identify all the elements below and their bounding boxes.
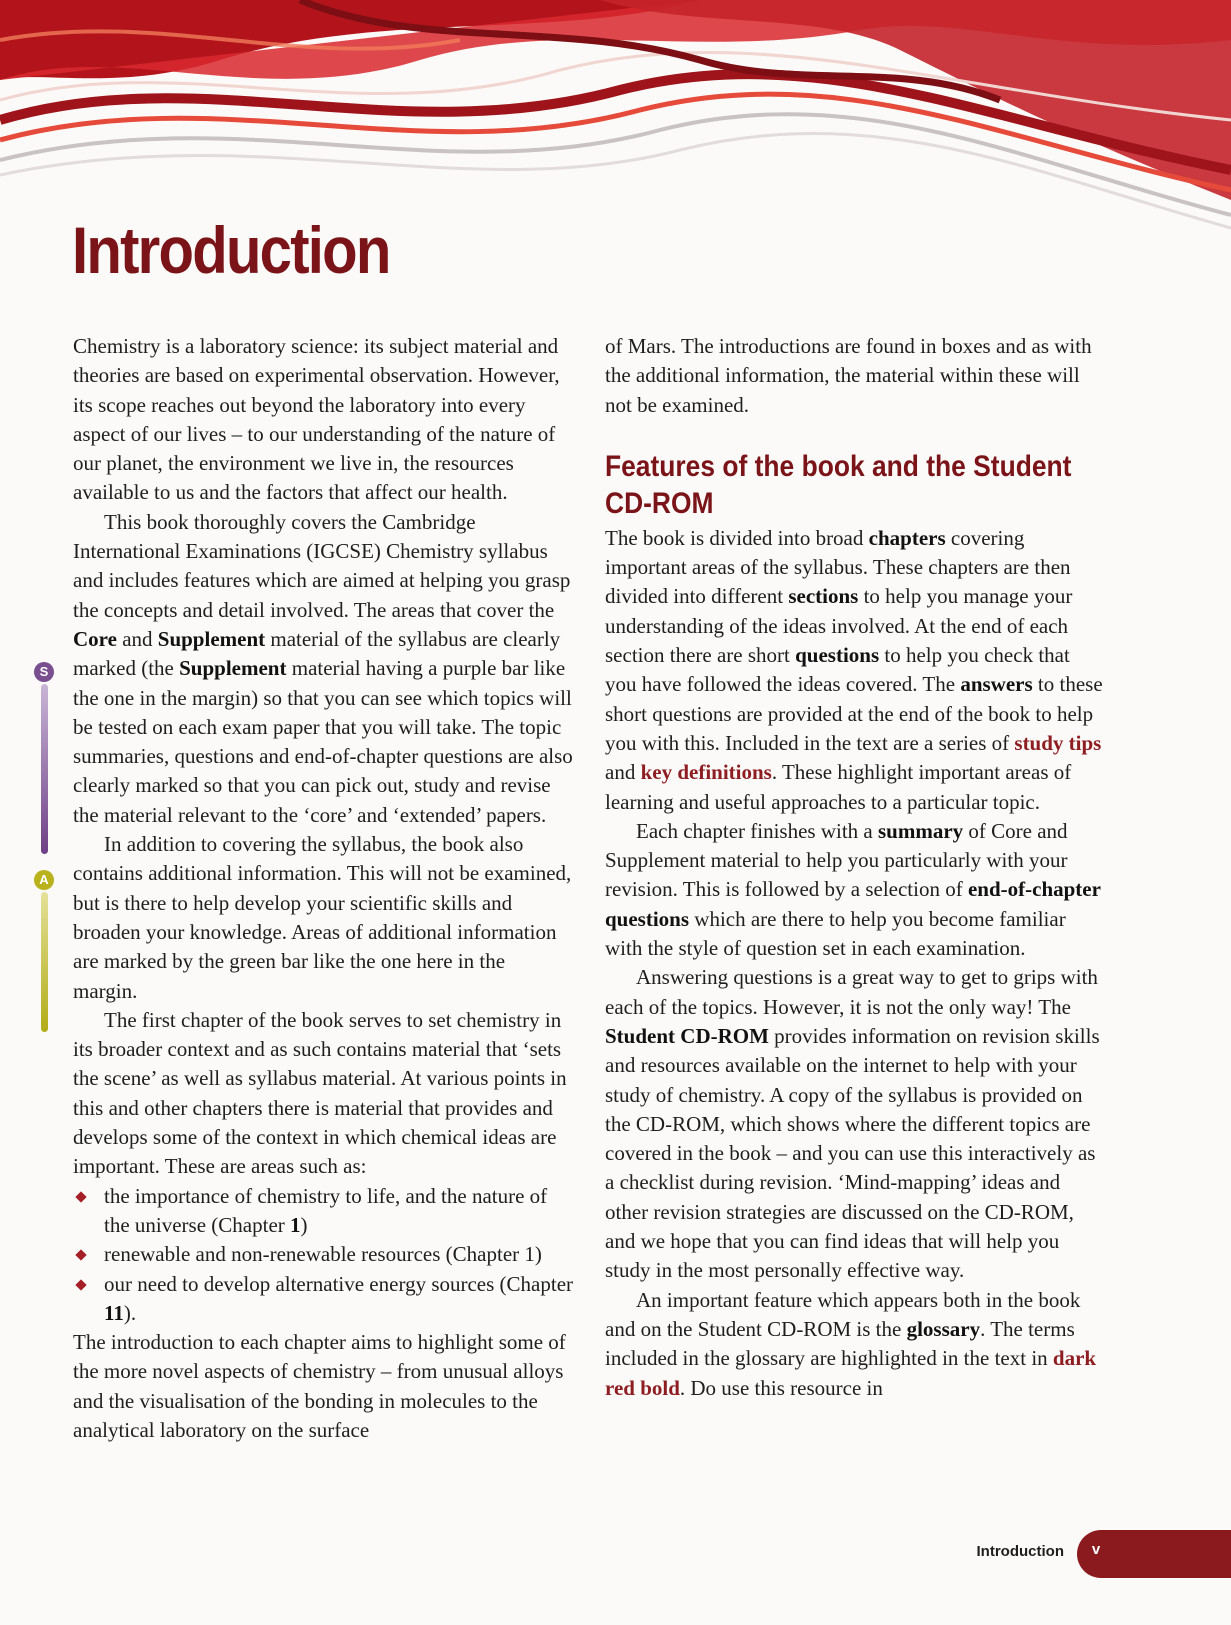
term-core: Core — [73, 626, 117, 651]
text-run: and — [605, 760, 641, 785]
term-study-tips: study tips — [1014, 730, 1102, 755]
text-run: our need to develop alternative energy sources (Chapter — [104, 1271, 574, 1296]
diamond-bullet-icon — [75, 1250, 86, 1261]
term-key-definitions: key definitions — [640, 760, 772, 785]
text-run: material of the syllabus are clearly marked (the — [73, 626, 561, 681]
syllabus-paragraph — [73, 508, 573, 830]
intro-paragraph: Chemistry is a laboratory science: its subject material and theories are based on experimental observation. However, its scope reaches out beyond the laboratory into every aspect of our lives – to our understanding of the nature of our planet, the environment we live in, the resources available to us and the factors that affect our health. — [73, 334, 560, 505]
chapters-paragraph — [605, 524, 1105, 817]
term-end-of-chapter-questions: end-of-chapter questions — [605, 877, 1101, 931]
term-supplement: Supplement — [157, 626, 266, 651]
continued-paragraph: of Mars. The introductions are found in boxes and as with the additional information, the material within these will not be examined. — [605, 334, 1092, 417]
text-run: This book thoroughly covers the Cambridge International Examinations (IGCSE) Chemistry syllabus and includes features which are aimed at helping you grasp the concepts and detail involved. The areas that cover the — [73, 509, 571, 622]
text-run: material having a purple bar like the one in the margin) so that you can see which topics will be tested on each exam paper that you will take. The topic summaries, questions and end-of-chapter questions are also clearly marked so that you can pick out, study and revise the material relevant to the ‘core’ and ‘extended’ papers. — [73, 656, 573, 827]
text-run: provides information on revision skills and resources available on the internet to help with your study of chemistry. A copy of the syllabus is provided on the CD-ROM, which shows where the different topics are covered in the book – and you can use this interactively as a checklist during revision. ‘Mind-mapping’ ideas and other revision strategies are discussed on the CD-ROM, and we hope that you can find ideas that will help you study in the most personally effective way. — [605, 1023, 1100, 1283]
wave-banner-graphic — [0, 0, 1231, 230]
right-column — [605, 332, 1105, 1403]
text-run: An important feature which appears both in the book and on the Student CD-ROM is the — [605, 1287, 1081, 1341]
first-chapter-paragraph: The first chapter of the book serves to set chemistry in its broader context and as such contains material that ‘sets the scene’ as well as syllabus material. At various points in this and other chapters there is material that provides and develops some of the context in which chemical ideas are important. These are areas such as: — [73, 1007, 567, 1179]
supplement-marker-icon: S — [34, 662, 54, 682]
text-run: renewable and non-renewable resources (Chapter — [104, 1242, 525, 1267]
chapter-number: 11 — [104, 1300, 124, 1325]
footer-section-label: Introduction — [976, 1543, 1064, 1560]
additional-info-marker-icon: A — [34, 870, 54, 890]
term-answers: answers — [960, 672, 1033, 697]
page-number: v — [1091, 1541, 1101, 1558]
text-run: ). — [123, 1300, 137, 1325]
text-run: of Core and Supplement material to help you particularly with your revision. This is followed by a selection of — [605, 818, 1068, 902]
term-supplement: Supplement — [179, 656, 287, 681]
text-run: Each chapter finishes with a — [636, 818, 878, 843]
text-run: which are there to help you become familiar with the style of question set in each examination. — [605, 906, 1066, 961]
additional-info-margin-bar — [41, 892, 48, 1032]
text-run: Answering questions is a great way to get to grips with each of the topics. However, it is not the only way! The — [605, 965, 1098, 1019]
cd-rom-paragraph — [605, 963, 1105, 1285]
term-glossary: glossary — [906, 1316, 981, 1341]
text-run: . Do use this resource in — [679, 1375, 883, 1400]
text-run: to help you check that you have followed the ideas covered. The — [605, 643, 1070, 697]
bullet-item — [73, 1182, 573, 1241]
context-bullet-list — [73, 1182, 573, 1328]
term-sections: sections — [788, 584, 859, 609]
text-run: . These highlight important areas of learning and useful approaches to a particular topic. — [605, 760, 1072, 814]
page-title: Introduction — [72, 213, 390, 287]
chapter-number: 1 — [524, 1242, 535, 1267]
supplement-margin-bar — [41, 684, 48, 854]
text-run: to these short questions are provided at the end of the book to help you with this. Included in the text are a series of — [605, 672, 1103, 755]
chapter-intro-paragraph: The introduction to each chapter aims to highlight some of the more novel aspects of chemistry – from unusual alloys and the visualisation of the bonding in molecules to the analytical laboratory on the surface — [73, 1330, 566, 1442]
term-dark-red-bold: dark red bold — [605, 1346, 1097, 1400]
diamond-bullet-icon — [75, 1279, 86, 1290]
diamond-bullet-icon — [75, 1191, 86, 1202]
text-run: the importance of chemistry to life, and the nature of the universe (Chapter — [104, 1183, 548, 1237]
text-run: The book is divided into broad — [605, 525, 869, 550]
section-heading: Features of the book and the Student CD-ROM — [605, 449, 1072, 520]
bullet-item — [73, 1240, 573, 1269]
summary-paragraph — [605, 817, 1105, 963]
term-questions: questions — [795, 643, 880, 668]
text-run: covering important areas of the syllabus. These chapters are then divided into different — [605, 525, 1071, 609]
text-run: and — [116, 626, 158, 651]
text-run: . The terms included in the glossary are highlighted in the text in — [605, 1316, 1075, 1371]
text-run: to help you manage your understanding of the ideas involved. At the end of each section there are short — [605, 584, 1073, 668]
term-student-cd-rom: Student CD-ROM — [605, 1023, 769, 1048]
term-chapters: chapters — [868, 525, 946, 550]
glossary-paragraph — [605, 1286, 1105, 1403]
bullet-item — [73, 1270, 573, 1329]
text-run: ) — [300, 1212, 308, 1237]
left-column — [73, 332, 573, 1445]
chapter-number: 1 — [290, 1212, 301, 1237]
text-run: ) — [534, 1242, 542, 1267]
additional-info-paragraph: In addition to covering the syllabus, the book also contains additional information. This will not be examined, but is there to help develop your scientific skills and broaden your knowledge. Areas of additional information are marked by the green bar like the one here in the margin. — [73, 832, 572, 1003]
term-summary: summary — [878, 818, 964, 843]
